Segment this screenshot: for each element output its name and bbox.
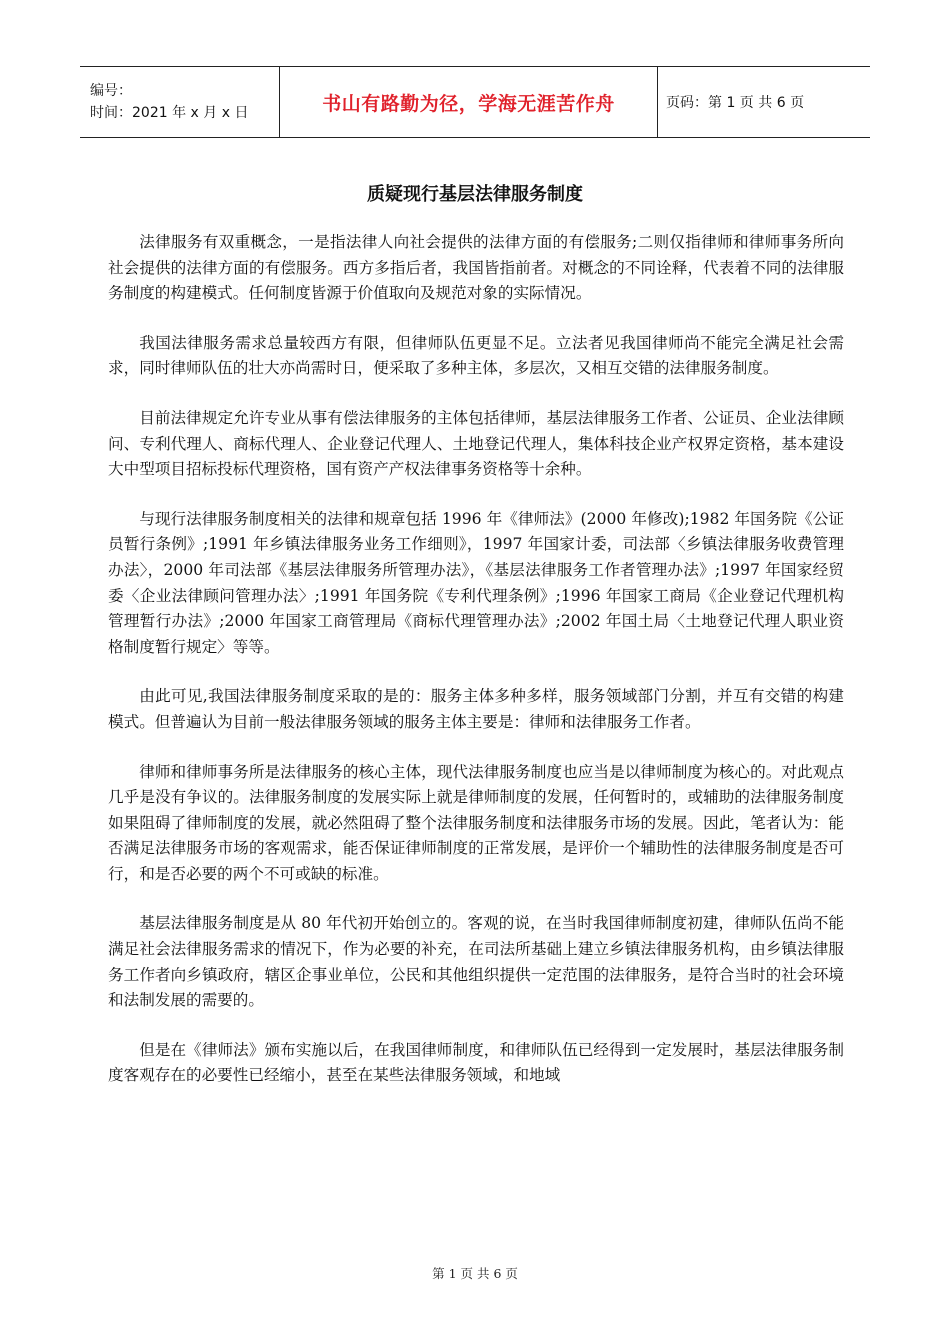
- paragraph: 法律服务有双重概念，一是指法律人向社会提供的法律方面的有偿服务;二则仅指律师和律师事务所向社会提供的法律方面的有偿服务。西方多指后者，我国皆指前者。对概念的不同诠释，代表着不同的法律服务制度的构建模式。任何制度皆源于价值取向及规范对象的实际情况。: [108, 233, 844, 303]
- header-meta-cell: [80, 67, 280, 137]
- document-header: [80, 66, 870, 138]
- header-page-cell: [658, 67, 870, 137]
- page-footer: 第 1 页 共 6 页: [432, 1266, 518, 1281]
- document-title: 质疑现行基层法律服务制度: [367, 184, 583, 205]
- paragraph: 基层法律服务制度是从 80 年代初开始创立的。客观的说，在当时我国律师制度初建，律师队伍尚不能满足社会法律服务需求的情况下，作为必要的补充，在司法所基础上建立乡镇法律服务机构，由乡镇法律服务工作者向乡镇政府，辖区企事业单位，公民和其他组织提供一定范围的法律服务，是符合当时的社会环境和法制发展的需要的。: [108, 914, 844, 1010]
- paragraph: 但是在《律师法》颁布实施以后，在我国律师制度，和律师队伍已经得到一定发展时，基层法律服务制度客观存在的必要性已经缩小，甚至在某些法律服务领域，和地域: [108, 1040, 844, 1085]
- page-info: 页码：第 1 页 共 6 页: [666, 95, 805, 111]
- number-label: 编号：: [90, 83, 132, 99]
- paragraph: 由此可见,我国法律服务制度采取的是的：服务主体多种多样，服务领域部门分割，并互有交错的构建模式。但普遍认为目前一般法律服务领域的服务主体主要是：律师和法律服务工作者。: [108, 687, 844, 731]
- time-label: 时间：2021 年 x 月 x 日: [90, 105, 249, 121]
- paragraph: 律师和律师事务所是法律服务的核心主体，现代法律服务制度也应当是以律师制度为核心的。对此观点几乎是没有争议的。法律服务制度的发展实际上就是律师制度的发展，任何暂时的，或辅助的法律服务制度如果阻碍了律师制度的发展，就必然阻碍了整个法律服务制度和法律服务市场的发展。因此，笔者认为：能否满足法律服务市场的客观需求，能否保证律师制度的正常发展，是评价一个辅助性的法律服务制度是否可行，和是否必要的两个不可或缺的标准。: [108, 762, 844, 883]
- motto-text: 书山有路勤为径，学海无涯苦作舟: [322, 92, 615, 115]
- paragraph: 我国法律服务需求总量较西方有限，但律师队伍更显不足。立法者见我国律师尚不能完全满足社会需求，同时律师队伍的壮大亦尚需时日，便采取了多种主体，多层次，又相互交错的法律服务制度。: [108, 333, 844, 378]
- header-motto-cell: [280, 67, 658, 137]
- paragraph: 与现行法律服务制度相关的法律和规章包括 1996 年《律师法》(2000 年修改);1982 年国务院《公证员暂行条例》;1991 年乡镇法律服务业务工作细则》，1997 年国家计委，司法部〈乡镇法律服务收费管理办法〉，2000 年司法部《基层法律服务所管理办法》，《基层法律服务工作者管理办法》;1997 年国家经贸委〈企业法律顾问管理办法〉;1991 年国务院《专利代理条例》;1996 年国家工商局《企业登记代理机构管理暂行办法》;2000 年国家工商管理局《商标代理管理办法》;2002 年国土局〈土地登记代理人职业资格制度暂行规定〉等等。: [108, 509, 844, 656]
- paragraph: 目前法律规定允许专业从事有偿法律服务的主体包括律师，基层法律服务工作者、公证员、企业法律顾问、专利代理人、商标代理人、企业登记代理人、土地登记代理人，集体科技企业产权界定资格，基本建设大中型项目招标投标代理资格，国有资产产权法律事务资格等十余种。: [108, 408, 844, 479]
- document-body: [108, 230, 844, 1113]
